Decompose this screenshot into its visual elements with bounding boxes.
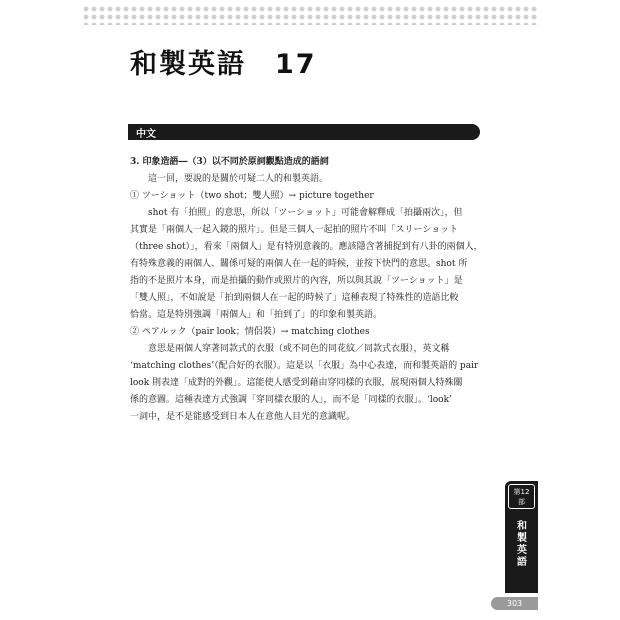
chapter-side-tab [505, 481, 538, 593]
body-line: 「雙人照」，不如說是「拍到兩個人在一起的時候了」這種表現了特殊性的造語比較 [130, 293, 459, 303]
body-line: 一詞中，是不是能感受到日本人在意他人目光的意識呢。 [130, 412, 356, 422]
body-line: 恰當。這是特別強調「兩個人」和「拍到了」的印象和製英語。 [130, 310, 383, 320]
body-line: 指的不是照片本身，而是拍攝的動作或照片的內容，所以與其說「ツーショット」是 [130, 276, 463, 286]
section-label: 中文 [136, 129, 156, 140]
body-line: 這一回，要說的是關於可疑二人的和製英語。 [148, 174, 329, 184]
body-line: 意思是兩個人穿著同款式的衣服（或不同色的同花紋／同款式衣服），英文稱 [148, 344, 450, 354]
body-line: 其實是「兩個人一起入鏡的照片」。但是三個人一起拍的照片不叫「スリーショット [130, 225, 459, 235]
dot-pattern-decoration [82, 5, 538, 25]
body-text [130, 154, 483, 426]
page-number: 303 [491, 597, 538, 610]
body-line: ‘matching clothes’（配合好的衣服）。這是以「衣服」為中心表達，而和製英語的 pair [130, 361, 479, 371]
body-line: 有特殊意義的兩個人、關係可疑的兩個人在一起的時候，並按下快門的意思。shot 所 [130, 259, 468, 269]
body-line: ① ツーショット（two shot；雙人照）→ picture together [130, 191, 374, 201]
part-title: 和製英語 [517, 521, 527, 568]
section-header-bar [128, 124, 480, 140]
body-line: 3. 印象造語―（3）以不同於原詞觀點造成的語詞 [130, 157, 329, 167]
part-label: 第12 部 [508, 484, 535, 509]
body-line: ② ペアルック（pair look；情侶裝）→ matching clothes [130, 327, 370, 337]
body-line: 係的意圖。這種表達方式強調「穿同樣衣服的人」，而不是「同樣的衣服」。‘look’ [130, 395, 452, 405]
body-line: look 則表達「成對的外觀」。這能使人感受到藉由穿同樣的衣服，展現兩個人特殊關 [130, 378, 463, 388]
page-title: 和製英語 17 [130, 49, 317, 80]
body-line: shot 有「拍照」的意思，所以「ツーショット」可能會解釋成「拍攝兩次」，但 [148, 208, 463, 218]
body-line: （three shot）」，看來「兩個人」是有特別意義的。應該隱含著捕捉到有八卦的兩個人， [130, 242, 483, 252]
